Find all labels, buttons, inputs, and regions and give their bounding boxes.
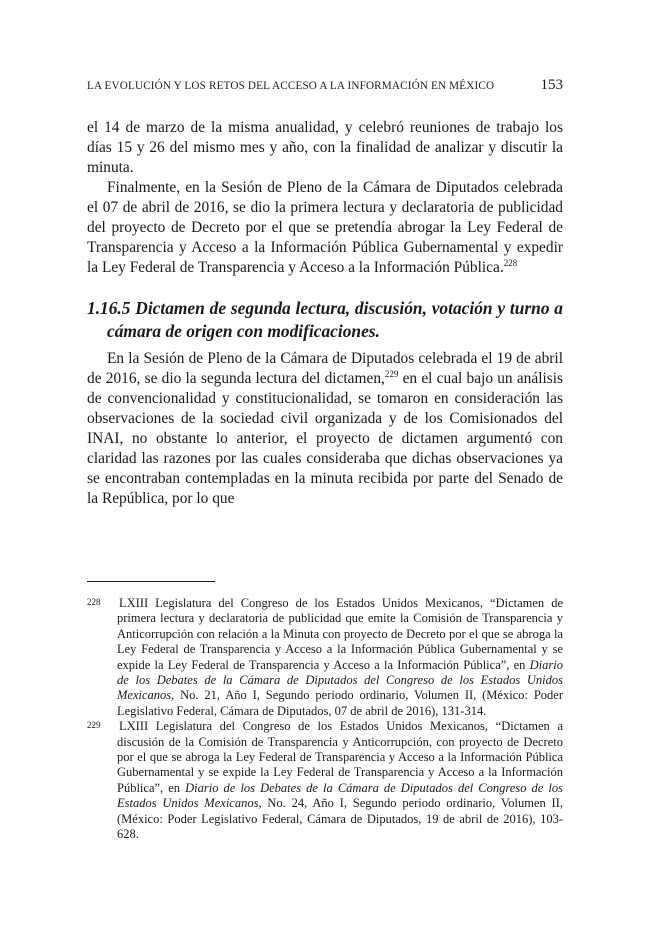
paragraph-2-text: Finalmente, en la Sesión de Pleno de la Cámara de Diputados celebrada el 07 de abril de 2016, se dio la primera lectura y declaratoria de publicidad del proyecto de Decreto por el que se pretendía abrogar la Ley Federal de Transparencia y Acceso a la Información Pública Gubernamental y expedir la Ley Federal de Transparencia y Acceso a la Información Pública. — [87, 179, 563, 276]
paragraph-3-text-a: En la Sesión de Pleno de la Cámara de Diputados celebrada el 19 de abril de 2016, se dio la segunda lectura del dictamen, — [87, 350, 563, 387]
footnote-separator — [87, 581, 215, 582]
footnote-text-b: , No. 24, Año I, Segundo periodo ordinario, Volumen II, (México: Poder Legislativo Federal, Cámara de Diputados, 19 de abril de 2016), 103-628. — [117, 796, 563, 842]
footnote-source: Diario de los Debates de la Cámara de Diputados del Congreso de los Estados Unidos Mexicanos — [117, 780, 563, 811]
footnote-source: Diario de los Debates de la Cámara de Diputados del Congreso de los Estados Unidos Mexicanos — [117, 657, 563, 703]
footnote-text-b: , No. 21, Año I, Segundo periodo ordinario, Volumen II, (México: Poder Legislativo Federal, Cámara de Diputados, 07 de abril de 2016), 131-314. — [117, 688, 563, 718]
footnotes — [87, 596, 563, 843]
running-title: LA EVOLUCIÓN Y LOS RETOS DEL ACCESO A LA INFORMACIÓN EN MÉXICO — [87, 80, 495, 92]
footnote-text — [117, 719, 563, 842]
footnote-228 — [87, 596, 563, 719]
paragraph-2 — [87, 178, 563, 278]
paragraph-1 — [87, 118, 563, 178]
footnote-number: 228 — [87, 597, 101, 607]
main-text — [87, 118, 563, 509]
footnote-229 — [87, 719, 563, 842]
paragraph-1-text: el 14 de marzo de la misma anualidad, y celebró reuniones de trabajo los días 15 y 26 del mismo mes y año, con la finalidad de analizar y discutir la minuta. — [87, 119, 563, 176]
section-heading: 1.16.5 Dictamen de segunda lectura, discusión, votación y turno a cámara de origen con modificaciones. — [87, 298, 563, 341]
footnote-number: 229 — [87, 720, 101, 731]
footnote-text-a: LXIII Legislatura del Congreso de los Estados Unidos Mexicanos, “Dictamen a discusión de la Comisión de Transparencia y Anticorrupción, con proyecto de Decreto por el que se abroga la Ley Federal de Transparencia y Acceso a la Información Pública Gubernamental y se expide la Ley Federal de Transparencia y Acceso a la Información Pública”, en — [117, 719, 563, 795]
footnote-ref-228[interactable]: 228 — [503, 258, 518, 268]
page-number: 153 — [540, 77, 563, 93]
paragraph-3 — [87, 349, 563, 509]
page-header — [87, 77, 563, 94]
footnote-ref-229[interactable]: 229 — [384, 369, 399, 379]
paragraph-3-text-b: en el cual bajo un análisis de convencionalidad y constitucionalidad, se tomaron en consideración las observaciones de la sociedad civil organizada y de los Comisionados del INAI, no obstante lo anterior, el proyecto de dictamen argumentó con claridad las razones por las cuales consideraba que dichas observaciones ya se encontraban contempladas en la minuta recibida por parte del Senado de la República, por lo que — [87, 370, 564, 507]
footnote-text — [117, 596, 563, 719]
footnote-text-a: LXIII Legislatura del Congreso de los Estados Unidos Mexicanos, “Dictamen de primera lectura y declaratoria de publicidad que emite la Comisión de Transparencia y Anticorrupción con relación a la Minuta con proyecto de Decreto por el que se abroga la Ley Federal de Transparencia y Acceso a la Información Pública Gubernamental y se expide la Ley Federal de Transparencia y Acceso a la Información Pública”, en — [117, 596, 563, 672]
